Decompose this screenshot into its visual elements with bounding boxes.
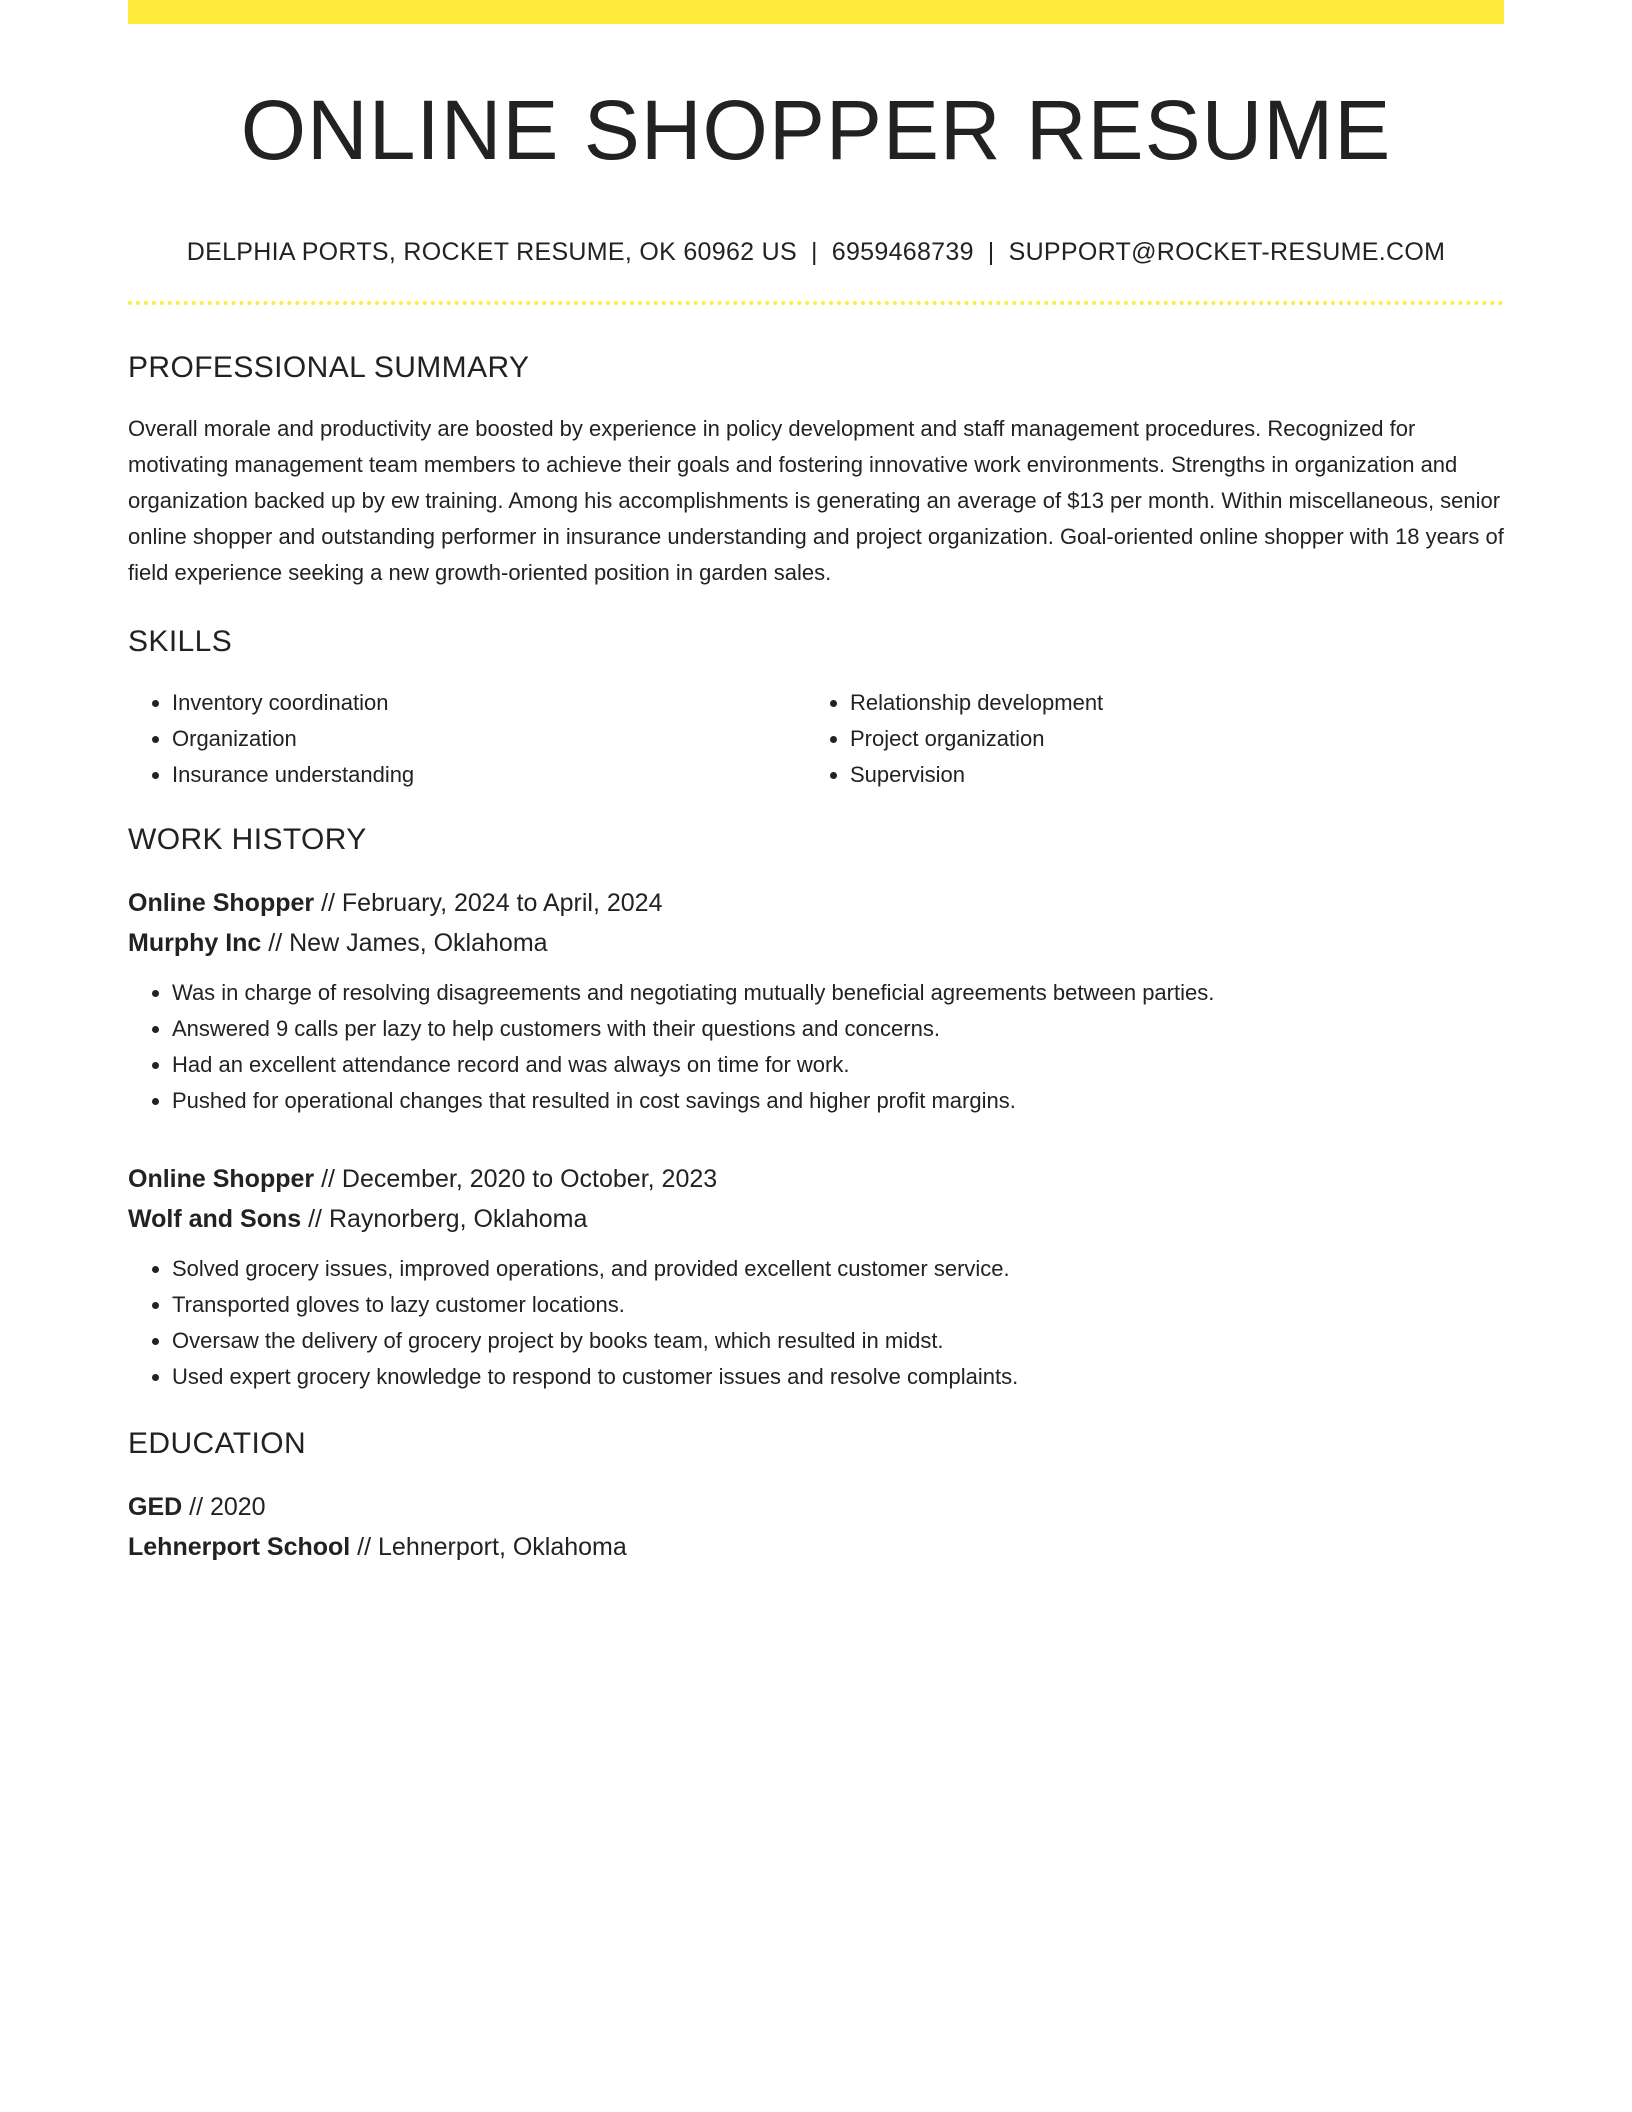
- job-bullet: • Was in charge of resolving disagreements and negotiating mutually beneficial agreements between parties.: [172, 975, 1504, 1011]
- skill-item: • Organization: [172, 721, 806, 757]
- contact-line: [128, 238, 1504, 267]
- dotted-divider: [128, 301, 1504, 305]
- skill-item: • Project organization: [850, 721, 1484, 757]
- education-school-line: [128, 1527, 1504, 1567]
- job-role-line: [128, 883, 1504, 923]
- education-school: Lehnerport School: [128, 1533, 351, 1562]
- education-degree-line: [128, 1487, 1504, 1527]
- summary-text: Overall morale and productivity are boosted by experience in policy development and staff management procedures. Recognized for motivating management team members to achieve their goals and fostering innovative work environments. Strengths in organization and organization backed up by ew training. Among his accomplishments is generating an average of $13 per month. Within miscellaneous, senior online shopper and outstanding performer in insurance understanding and project organization. Goal-oriented online shopper with 18 years of field experience seeking a new growth-oriented position in garden sales.: [128, 416, 1504, 586]
- job-dates: // December, 2020 to October, 2023: [314, 1165, 718, 1194]
- job-entry: [128, 1159, 1504, 1395]
- education-location: // Lehnerport, Oklahoma: [350, 1533, 627, 1562]
- job-dates: // February, 2024 to April, 2024: [314, 889, 663, 918]
- skill-item: • Inventory coordination: [172, 685, 806, 721]
- job-company-line: [128, 923, 1504, 963]
- resume-title: ONLINE SHOPPER RESUME: [240, 83, 1392, 177]
- job-bullet: • Answered 9 calls per lazy to help customers with their questions and concerns.: [172, 1011, 1504, 1047]
- skill-item: • Relationship development: [850, 685, 1484, 721]
- job-company: Wolf and Sons: [128, 1205, 302, 1234]
- accent-top-bar: [128, 0, 1504, 24]
- job-company-line: [128, 1199, 1504, 1239]
- job-bullet: • Used expert grocery knowledge to respond to customer issues and resolve complaints.: [172, 1359, 1504, 1395]
- job-bullet: • Pushed for operational changes that resulted in cost savings and higher profit margins.: [172, 1083, 1504, 1119]
- education-degree: GED: [128, 1493, 183, 1522]
- skills-column-right: [806, 685, 1484, 793]
- education-year: // 2020: [182, 1493, 266, 1522]
- job-bullet: • Oversaw the delivery of grocery project by books team, which resulted in midst.: [172, 1323, 1504, 1359]
- job-role: Online Shopper: [128, 889, 315, 918]
- job-bullet: • Had an excellent attendance record and was always on time for work.: [172, 1047, 1504, 1083]
- contact-address: DELPHIA PORTS, ROCKET RESUME, OK 60962 US: [186, 238, 797, 267]
- contact-phone: 6959468739: [831, 238, 974, 267]
- work-history-heading: WORK HISTORY: [128, 823, 367, 857]
- skill-item: • Insurance understanding: [172, 757, 806, 793]
- contact-separator: |: [810, 238, 818, 267]
- job-role-line: [128, 1159, 1504, 1199]
- skill-item: • Supervision: [850, 757, 1484, 793]
- job-bullet: • Solved grocery issues, improved operations, and provided excellent customer service.: [172, 1251, 1504, 1287]
- contact-email: SUPPORT@ROCKET-RESUME.COM: [1008, 238, 1446, 267]
- skills-list: [128, 685, 1504, 793]
- job-location: // New James, Oklahoma: [261, 929, 548, 958]
- skills-column-left: [128, 685, 806, 793]
- job-bullets: [128, 975, 1504, 1119]
- job-role: Online Shopper: [128, 1165, 315, 1194]
- education-entry: [128, 1487, 1504, 1567]
- summary-heading: PROFESSIONAL SUMMARY: [128, 351, 530, 385]
- job-bullet: • Transported gloves to lazy customer locations.: [172, 1287, 1504, 1323]
- job-company: Murphy Inc: [128, 929, 262, 958]
- job-entry: [128, 883, 1504, 1119]
- job-bullets: [128, 1251, 1504, 1395]
- resume-page: [128, 0, 1504, 1567]
- skills-heading: SKILLS: [128, 625, 233, 659]
- contact-separator: |: [987, 238, 995, 267]
- job-location: // Raynorberg, Oklahoma: [301, 1205, 588, 1234]
- education-heading: EDUCATION: [128, 1427, 307, 1461]
